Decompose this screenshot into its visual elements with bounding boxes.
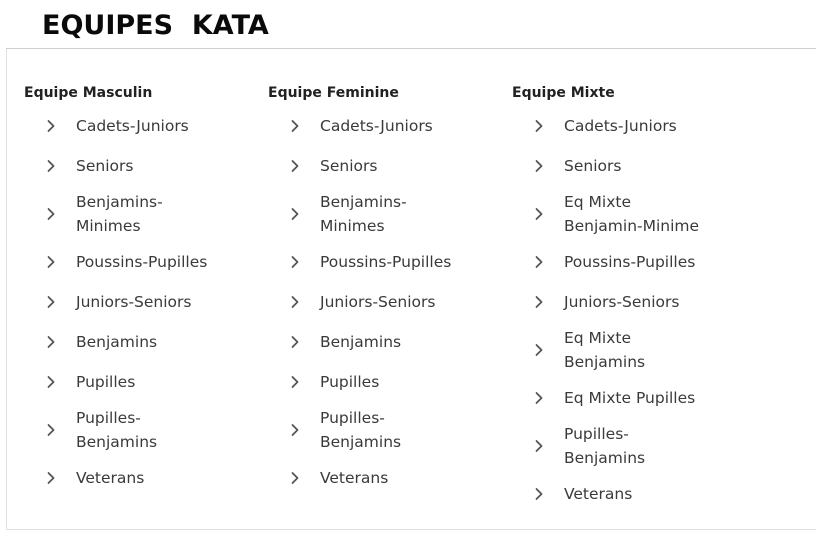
list-item[interactable] [534,186,752,242]
list-item-label: Juniors-Seniors [564,293,680,311]
list-item[interactable] [46,186,264,242]
list-item-label: Seniors [76,157,134,175]
chevron-right-icon [46,470,76,486]
list-item[interactable] [290,362,508,402]
chevron-right-icon [46,294,76,310]
list-item-label: Juniors-Seniors [76,293,192,311]
chevron-right-icon [46,254,76,270]
list-item-label: Eq Mixte Benjamin-Minime [564,193,700,235]
list-item[interactable] [46,146,264,186]
list-item-label: Veterans [564,485,633,503]
list-item-label: Benjamins [320,333,402,351]
list-item[interactable] [534,106,752,146]
chevron-right-icon [290,470,320,486]
list-item-label: Pupilles- Benjamins [320,409,402,451]
list-item[interactable] [534,146,752,186]
list-item[interactable] [46,402,264,458]
list-item[interactable] [46,242,264,282]
category-list [512,106,752,514]
list-item[interactable] [290,282,508,322]
chevron-right-icon [46,374,76,390]
chevron-right-icon [534,342,564,358]
list-item[interactable] [534,322,752,378]
chevron-right-icon [534,438,564,454]
list-item-label: Juniors-Seniors [320,293,436,311]
list-item[interactable] [534,474,752,514]
category-list [24,106,264,498]
column-heading: Equipe Masculin [24,85,153,101]
list-item[interactable] [46,282,264,322]
list-item-label: Poussins-Pupilles [76,253,208,271]
column-heading: Equipe Feminine [268,85,399,101]
list-item[interactable] [534,378,752,418]
list-item[interactable] [534,418,752,474]
list-item-label: Poussins-Pupilles [320,253,452,271]
list-item[interactable] [534,282,752,322]
list-item-label: Benjamins [76,333,158,351]
chevron-right-icon [534,390,564,406]
list-item-label: Cadets-Juniors [76,117,189,135]
list-item-label: Seniors [564,157,622,175]
chevron-right-icon [290,294,320,310]
chevron-right-icon [46,206,76,222]
list-item-label: Cadets-Juniors [564,117,677,135]
list-item-label: Pupilles [320,373,380,391]
chevron-right-icon [290,374,320,390]
title-divider [6,48,816,49]
list-item-label: Veterans [76,469,145,487]
list-item[interactable] [290,242,508,282]
chevron-right-icon [534,294,564,310]
column-equipe-mixte [512,84,752,514]
chevron-right-icon [46,118,76,134]
chevron-right-icon [46,422,76,438]
chevron-right-icon [46,158,76,174]
column-equipe-masculin [24,84,264,498]
list-item[interactable] [290,106,508,146]
list-item[interactable] [46,362,264,402]
list-item[interactable] [290,186,508,242]
list-item[interactable] [290,402,508,458]
list-item-label: Cadets-Juniors [320,117,433,135]
chevron-right-icon [290,334,320,350]
list-item-label: Seniors [320,157,378,175]
category-list [268,106,508,498]
list-item-label: Pupilles [76,373,136,391]
chevron-right-icon [534,206,564,222]
chevron-right-icon [290,206,320,222]
chevron-right-icon [534,158,564,174]
chevron-right-icon [534,118,564,134]
list-item[interactable] [290,322,508,362]
list-item-label: Poussins-Pupilles [564,253,696,271]
chevron-right-icon [46,334,76,350]
list-item-label: Benjamins- Minimes [320,193,407,235]
chevron-right-icon [290,158,320,174]
chevron-right-icon [534,254,564,270]
list-item[interactable] [46,322,264,362]
list-item-label: Pupilles- Benjamins [564,425,646,467]
page-title: EQUIPES KATA [42,10,269,41]
list-item[interactable] [46,106,264,146]
list-item-label: Eq Mixte Pupilles [564,389,696,407]
chevron-right-icon [534,486,564,502]
list-item[interactable] [290,146,508,186]
chevron-right-icon [290,254,320,270]
list-item[interactable] [290,458,508,498]
list-item-label: Eq Mixte Benjamins [564,329,646,371]
chevron-right-icon [290,422,320,438]
chevron-right-icon [290,118,320,134]
column-heading: Equipe Mixte [512,85,615,101]
column-equipe-feminine [268,84,508,498]
list-item[interactable] [534,242,752,282]
list-item-label: Benjamins- Minimes [76,193,163,235]
list-item-label: Veterans [320,469,389,487]
list-item[interactable] [46,458,264,498]
list-item-label: Pupilles- Benjamins [76,409,158,451]
